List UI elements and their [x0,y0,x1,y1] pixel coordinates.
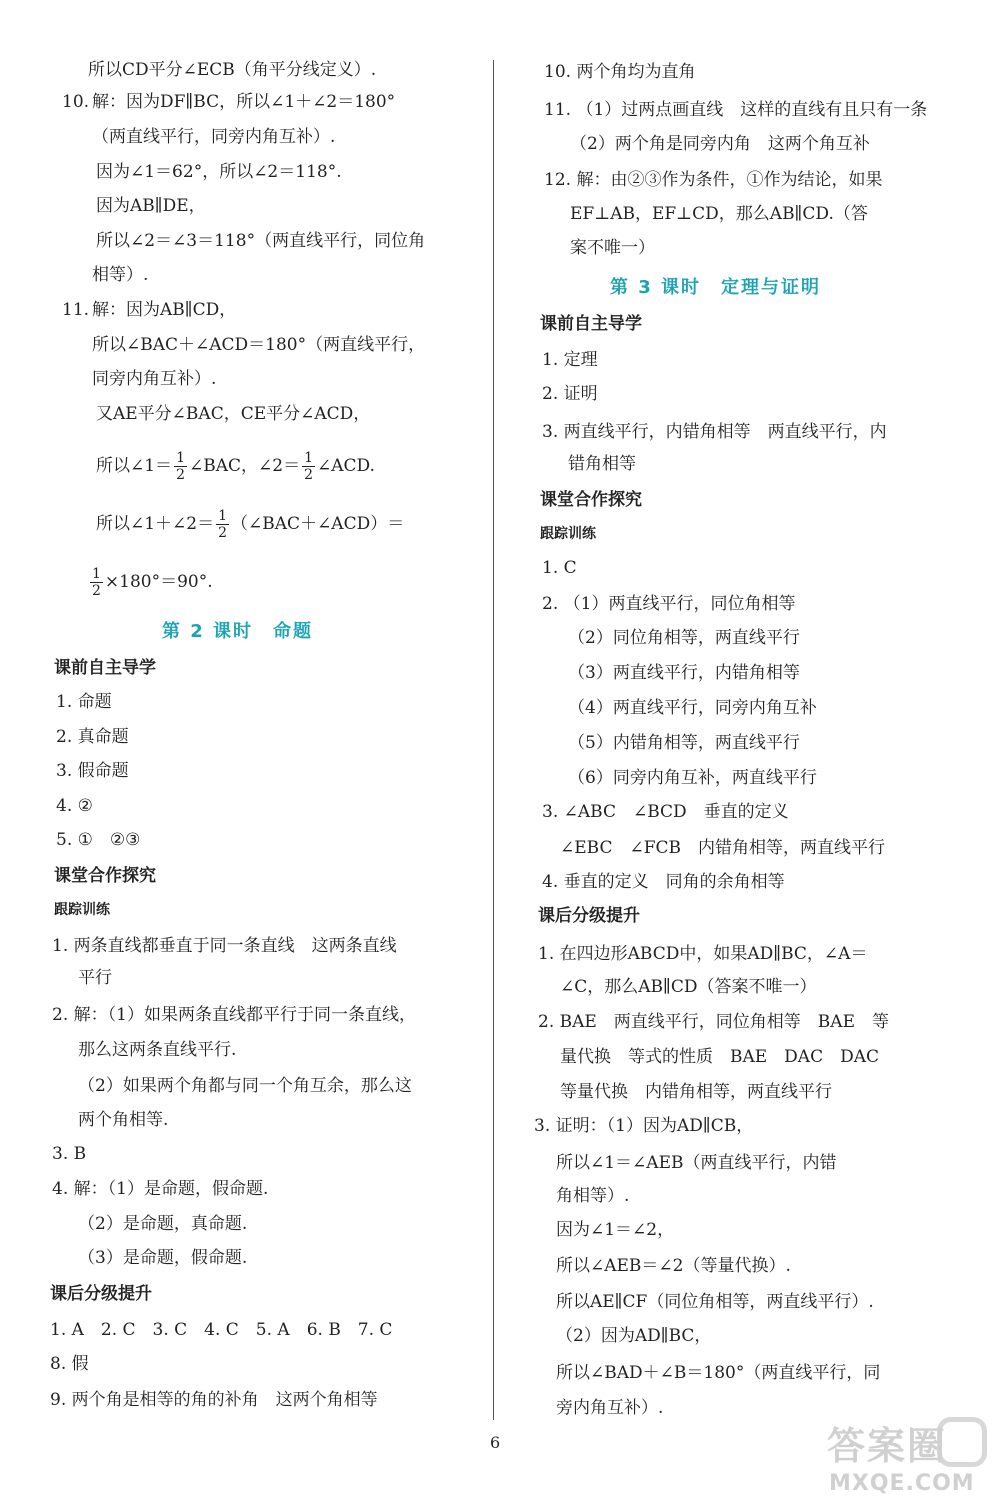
text-line: 两个角相等. [78,1110,169,1130]
text-line: 角相等）. [556,1186,630,1206]
lesson-title: 第 2 课时 命题 [162,621,314,642]
denominator: 2 [176,467,185,483]
text: 所以∠1＝ [96,456,173,476]
section-heading: 课前自主导学 [54,658,156,678]
text-line: EF⊥AB，EF⊥CD，那么AB∥CD.（答 [570,204,868,224]
answer-item: 2. 解：（1）如果两条直线都平行于同一条直线， [52,1005,416,1025]
answer-item: 4. 解：（1）是命题，假命题. [52,1179,269,1199]
answer-item: 3. 证明：（1）因为AD∥CB， [534,1116,754,1136]
text-line: 因为∠1＝∠2， [556,1220,675,1240]
text-line: 所以∠BAC＋∠ACD＝180°（两直线平行， [92,335,426,355]
answer-item: 3. 两直线平行，内错角相等 两直线平行，内 [542,422,887,442]
text-line: 错角相等 [568,454,636,474]
numerator: 1 [92,566,101,582]
text-line: （2）两个角是同旁内角 这两个角互补 [570,134,870,154]
question-number: 10. [62,92,90,112]
denominator: 2 [92,583,101,599]
column-divider [493,60,494,1420]
fraction [90,566,103,599]
text-line: （2）如果两个角都与同一个角互余，那么这 [78,1076,412,1096]
text-line: 所以CD平分∠ECB（角平分线定义）. [88,60,377,80]
answer-item: 5. ① ②③ [56,830,141,850]
answer-item: 1. 两条直线都垂直于同一条直线 这两条直线 [52,936,397,956]
answer-item: 2. 证明 [542,384,598,404]
text-line: 相等）. [92,265,149,285]
answer-item: 2. （1）两直线平行，同位角相等 [542,594,796,614]
answer-item: 3. B [52,1144,87,1164]
text-line: 所以∠2＝∠3＝118°（两直线平行，同位角 [96,231,426,251]
answer-item: 2. BAE 两直线平行，同位角相等 BAE 等 [538,1012,889,1032]
text-line: 旁内角互补）. [556,1398,664,1418]
question-number: 11. [62,300,90,320]
lesson-title: 第 3 课时 定理与证明 [610,277,822,298]
text-line: （2）因为AD∥BC， [556,1326,712,1346]
answer-item: 2. 真命题 [56,727,129,747]
numerator: 1 [176,450,185,466]
answer-item: 4. 垂直的定义 同角的余角相等 [542,872,785,892]
answer-item: 11. （1）过两点画直线 这样的直线有且只有一条 [544,100,928,120]
answer-item: 9. 两个角是相等的角的补角 这两个角相等 [50,1390,378,1410]
watermark-logo [825,1413,990,1503]
answer-item: 8. 假 [50,1354,89,1374]
text-line: 所以AE∥CF（同位角相等，两直线平行）. [556,1292,874,1312]
answer-item: 1. C [542,558,577,578]
answer-item: 1. A 2. C 3. C 4. C 5. A 6. B 7. C [50,1320,393,1340]
text-line: 量代换 等式的性质 BAE DAC DAC [560,1047,880,1067]
text: ×180°＝90°. [104,572,213,592]
answer-item: 1. 在四边形ABCD中，如果AD∥BC，∠A＝ [538,944,868,964]
numerator: 1 [218,508,228,524]
text-line: （两直线平行，同旁内角互补）. [92,127,336,147]
answer-item: 12. 解：由②③作为条件，①作为结论，如果 [544,170,883,190]
text-line: 案不唯一） [570,238,655,258]
numerator: 1 [304,450,313,466]
text-line: 因为∠1＝62°，所以∠2＝118°. [96,162,342,182]
formula-line [96,450,375,483]
section-heading: 课堂合作探究 [540,490,642,510]
page-number: 6 [490,1433,501,1452]
text-line: ∠C，那么AB∥CD（答案不唯一） [560,977,817,997]
answer-item: 4. ② [56,796,93,816]
answer-item: 10. 两个角均为直角 [544,62,696,82]
text-line: 同旁内角互补）. [92,369,217,389]
denominator: 2 [304,467,313,483]
answer-item: 1. 命题 [56,692,112,712]
section-heading: 课后分级提升 [538,906,640,926]
text-line: 等量代换 内错角相等，两直线平行 [560,1082,832,1102]
text: ∠ACD. [317,456,375,476]
watermark-url: MXQE.COM [829,1471,975,1496]
fraction [174,450,187,483]
text-line: （4）两直线平行，同旁内角互补 [568,698,817,718]
fraction [216,508,229,541]
formula-line [88,566,213,599]
text-line: （6）同旁内角互补，两直线平行 [568,768,817,788]
text: （∠BAC＋∠ACD）＝ [231,514,405,534]
text-line: 所以∠BAD＋∠B＝180°（两直线平行，同 [556,1363,881,1383]
subsection-heading: 跟踪训练 [54,902,110,918]
text-line: 那么这两条直线平行. [78,1040,237,1060]
text-line: 又AE平分∠BAC，CE平分∠ACD， [96,404,371,424]
text-line: 平行 [78,968,112,988]
formula-line [96,508,404,541]
answer-item: 3. ∠ABC ∠BCD 垂直的定义 [542,802,789,822]
section-heading: 课后分级提升 [50,1284,152,1304]
text-line: （2）同位角相等，两直线平行 [568,628,800,648]
answer-item: 1. 定理 [542,350,598,370]
text-line: 所以∠AEB＝∠2（等量代换）. [556,1256,791,1276]
text-line: （3）两直线平行，内错角相等 [568,663,800,683]
subsection-heading: 跟踪训练 [540,526,596,542]
fraction [302,450,315,483]
section-heading: 课前自主导学 [540,314,642,334]
text-line: （5）内错角相等，两直线平行 [568,733,800,753]
text-line: （3）是命题，假命题. [78,1248,248,1268]
text: ∠BAC，∠2＝ [188,456,301,476]
answer-item: 3. 假命题 [56,761,129,781]
text-line: ∠EBC ∠FCB 内错角相等，两直线平行 [560,838,886,858]
text: 所以∠1＋∠2＝ [96,514,215,534]
denominator: 2 [218,525,228,541]
section-heading: 课堂合作探究 [54,866,156,886]
text-line: （2）是命题，真命题. [78,1214,248,1234]
text-line: 解：因为DF∥BC，所以∠1＋∠2＝180° [92,92,396,112]
text-line: 因为AB∥DE， [96,196,206,216]
text-line: 解：因为AB∥CD， [92,300,237,320]
watermark-title: 答案圈 [827,1424,948,1468]
text-line: 所以∠1＝∠AEB（两直线平行，内错 [556,1153,837,1173]
